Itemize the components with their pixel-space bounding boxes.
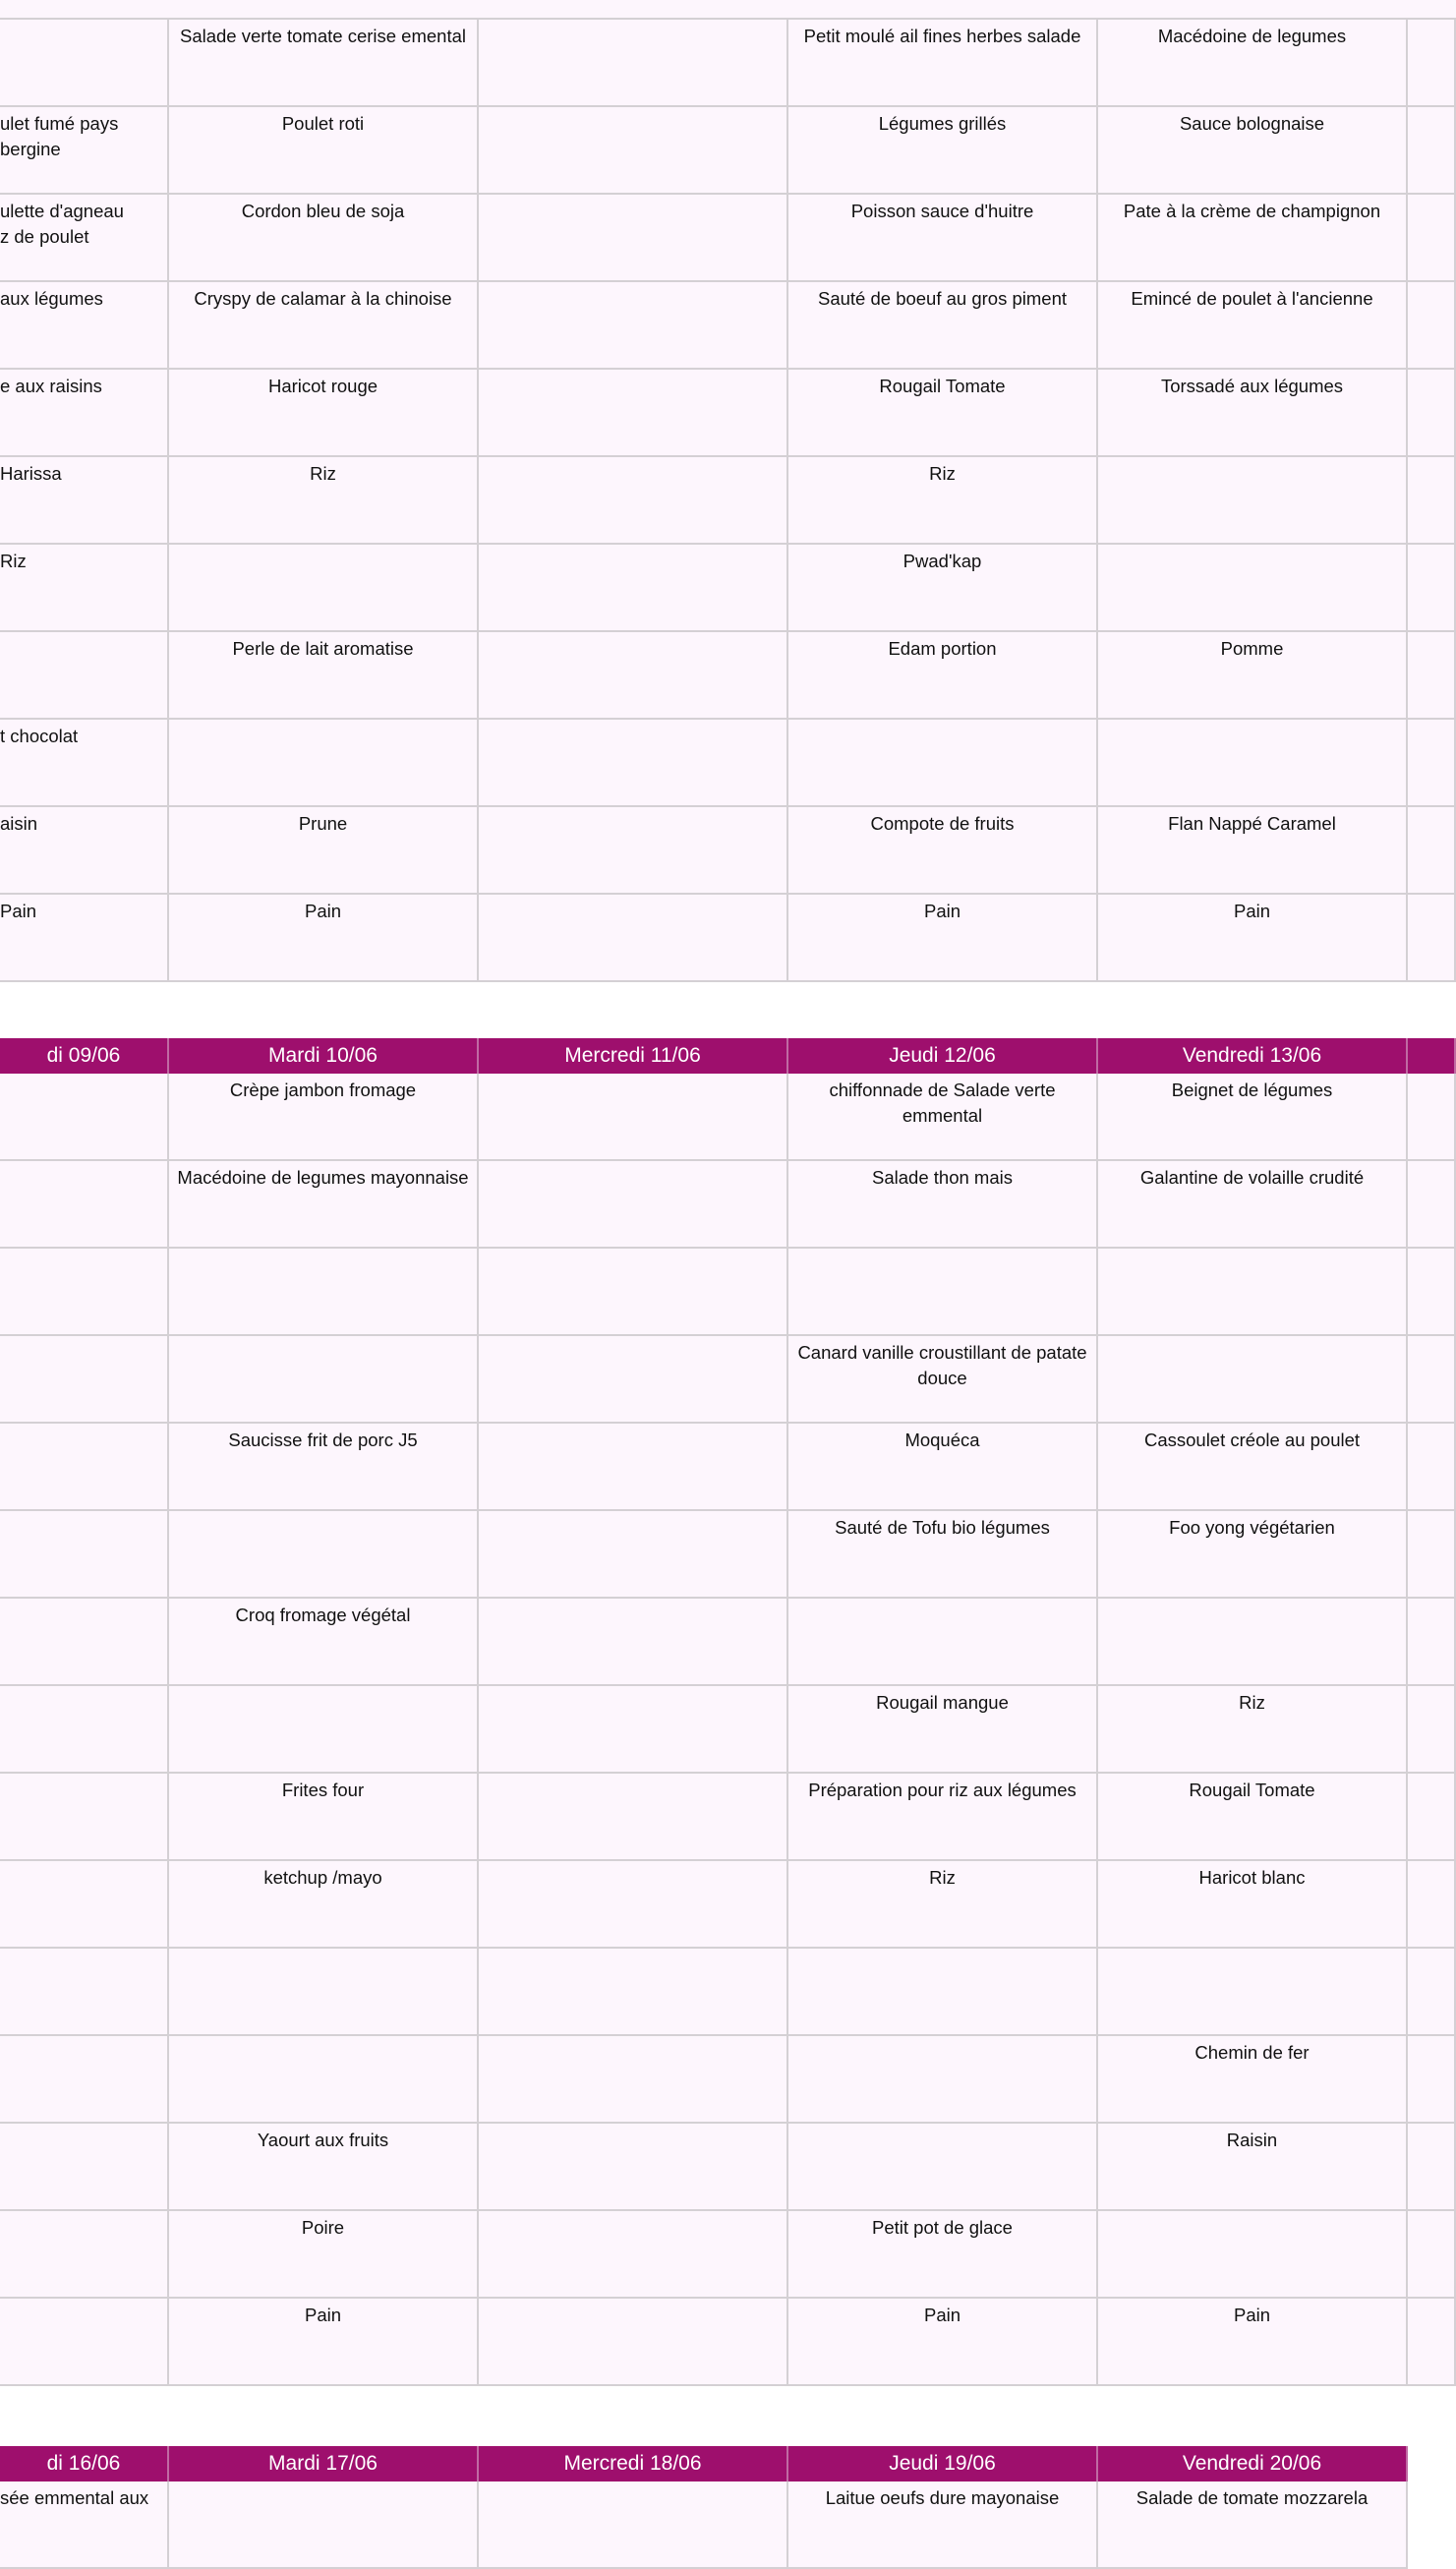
menu-row <box>0 1336 1456 1424</box>
menu-cell <box>788 1249 1098 1336</box>
menu-row <box>0 2481 1456 2569</box>
menu-cell: Pain <box>0 895 169 982</box>
menu-row <box>0 195 1456 282</box>
menu-cell <box>1408 1161 1456 1249</box>
menu-cell: Pate à la crème de champignon <box>1098 195 1408 282</box>
menu-cell <box>479 370 788 457</box>
menu-cell <box>1408 1249 1456 1336</box>
menu-cell <box>1408 545 1456 632</box>
menu-cell <box>169 2036 479 2124</box>
day-header-cell: Vendredi 13/06 <box>1098 1038 1408 1074</box>
menu-cell: Prune <box>169 807 479 895</box>
menu-row <box>0 1774 1456 1861</box>
menu-cell <box>1408 1511 1456 1599</box>
menu-cell: Raisin <box>1098 2124 1408 2211</box>
table-top-strip <box>0 0 1456 20</box>
menu-cell <box>788 720 1098 807</box>
menu-cell <box>479 1949 788 2036</box>
menu-cell: e aux raisins <box>0 370 169 457</box>
menu-cell <box>479 20 788 107</box>
menu-cell: aux légumes <box>0 282 169 370</box>
week-1-table <box>0 20 1456 984</box>
menu-cell <box>479 107 788 195</box>
menu-cell: Salade de tomate mozzarela <box>1098 2481 1408 2569</box>
menu-cell <box>1408 720 1456 807</box>
menu-cell <box>479 1861 788 1949</box>
menu-cell: Crèpe jambon fromage <box>169 1074 479 1161</box>
menu-cell <box>1408 1949 1456 2036</box>
day-header-row <box>0 2446 1456 2481</box>
menu-cell: Torssadé aux légumes <box>1098 370 1408 457</box>
menu-cell: aisin <box>0 807 169 895</box>
menu-row <box>0 1161 1456 1249</box>
menu-cell <box>1098 2211 1408 2299</box>
day-header-cell: di 09/06 <box>0 1038 169 1074</box>
menu-cell <box>169 2481 479 2569</box>
menu-row <box>0 2124 1456 2211</box>
menu-cell: Sauté de boeuf au gros piment <box>788 282 1098 370</box>
menu-cell <box>788 1949 1098 2036</box>
menu-cell <box>169 545 479 632</box>
menu-cell <box>1098 457 1408 545</box>
menu-cell: Salade thon mais <box>788 1161 1098 1249</box>
menu-cell <box>169 1511 479 1599</box>
menu-cell <box>0 1861 169 1949</box>
menu-cell: Légumes grillés <box>788 107 1098 195</box>
menu-cell <box>0 1161 169 1249</box>
menu-cell: Riz <box>0 545 169 632</box>
day-header-cell: di 16/06 <box>0 2446 169 2481</box>
menu-cell <box>1098 1336 1408 1424</box>
week-2-table <box>0 1038 1456 2396</box>
menu-cell <box>1408 1861 1456 1949</box>
menu-cell <box>0 2036 169 2124</box>
menu-cell <box>0 1599 169 1686</box>
menu-cell <box>1408 1074 1456 1161</box>
menu-cell <box>1408 2036 1456 2124</box>
day-header-cell: Mercredi 18/06 <box>479 2446 788 2481</box>
menu-cell <box>1098 1249 1408 1336</box>
menu-row <box>0 545 1456 632</box>
menu-cell: Yaourt aux fruits <box>169 2124 479 2211</box>
menu-cell <box>1098 1949 1408 2036</box>
menu-cell: Flan Nappé Caramel <box>1098 807 1408 895</box>
menu-cell <box>479 2124 788 2211</box>
menu-cell <box>0 1949 169 2036</box>
menu-cell: Cryspy de calamar à la chinoise <box>169 282 479 370</box>
menu-cell <box>1408 20 1456 107</box>
menu-cell <box>479 2481 788 2569</box>
menu-row <box>0 1424 1456 1511</box>
menu-cell <box>479 2211 788 2299</box>
menu-cell <box>169 1949 479 2036</box>
day-header-cell: Jeudi 19/06 <box>788 2446 1098 2481</box>
menu-cell: Salade verte tomate cerise emental <box>169 20 479 107</box>
menu-row <box>0 720 1456 807</box>
menu-cell <box>1408 195 1456 282</box>
menu-cell <box>479 807 788 895</box>
menu-cell <box>1098 720 1408 807</box>
menu-row <box>0 632 1456 720</box>
menu-cell: Pain <box>169 895 479 982</box>
menu-cell <box>1408 2299 1456 2386</box>
menu-cell: Macédoine de legumes <box>1098 20 1408 107</box>
menu-cell: Foo yong végétarien <box>1098 1511 1408 1599</box>
menu-cell: Rougail mangue <box>788 1686 1098 1774</box>
menu-cell: Pomme <box>1098 632 1408 720</box>
menu-cell: chiffonnade de Salade verte emmental <box>788 1074 1098 1161</box>
menu-cell: Cordon bleu de soja <box>169 195 479 282</box>
menu-cell: Haricot blanc <box>1098 1861 1408 1949</box>
day-header-cell: Vendredi 20/06 <box>1098 2446 1408 2481</box>
menu-cell <box>1408 457 1456 545</box>
menu-cell: Préparation pour riz aux légumes <box>788 1774 1098 1861</box>
menu-cell: sée emmental aux <box>0 2481 169 2569</box>
menu-cell: t chocolat <box>0 720 169 807</box>
menu-cell: ketchup /mayo <box>169 1861 479 1949</box>
menu-cell <box>0 1774 169 1861</box>
menu-row <box>0 2299 1456 2386</box>
menu-cell: ulette d'agneau z de poulet <box>0 195 169 282</box>
menu-cell <box>1408 370 1456 457</box>
menu-cell <box>479 1424 788 1511</box>
menu-cell <box>479 2299 788 2386</box>
menu-cell <box>479 1599 788 1686</box>
menu-cell: Frites four <box>169 1774 479 1861</box>
menu-row <box>0 895 1456 982</box>
menu-cell: Perle de lait aromatise <box>169 632 479 720</box>
menu-cell: ulet fumé pays bergine <box>0 107 169 195</box>
menu-cell: Saucisse frit de porc J5 <box>169 1424 479 1511</box>
menu-cell <box>0 1074 169 1161</box>
menu-cell <box>479 1686 788 1774</box>
menu-cell <box>0 632 169 720</box>
menu-cell: Rougail Tomate <box>788 370 1098 457</box>
menu-cell <box>788 1599 1098 1686</box>
menu-cell <box>788 2036 1098 2124</box>
menu-row <box>0 1686 1456 1774</box>
menu-cell <box>169 1686 479 1774</box>
menu-cell <box>1408 282 1456 370</box>
menu-cell: Canard vanille croustillant de patate douce <box>788 1336 1098 1424</box>
menu-cell: Sauce bolognaise <box>1098 107 1408 195</box>
menu-cell: Chemin de fer <box>1098 2036 1408 2124</box>
menu-row <box>0 2211 1456 2299</box>
menu-row <box>0 2036 1456 2124</box>
menu-row <box>0 107 1456 195</box>
menu-cell <box>479 195 788 282</box>
menu-cell <box>0 2299 169 2386</box>
menu-cell: Riz <box>1098 1686 1408 1774</box>
menu-cell <box>479 632 788 720</box>
menu-cell <box>0 1336 169 1424</box>
menu-cell <box>169 1336 479 1424</box>
menu-cell <box>479 1161 788 1249</box>
menu-cell: Riz <box>788 1861 1098 1949</box>
day-header-cell: Mardi 10/06 <box>169 1038 479 1074</box>
menu-cell: Croq fromage végétal <box>169 1599 479 1686</box>
week-3-table <box>0 2446 1456 2517</box>
menu-cell <box>1408 895 1456 982</box>
menu-cell: Laitue oeufs dure mayonaise <box>788 2481 1098 2569</box>
menu-cell: Emincé de poulet à l'ancienne <box>1098 282 1408 370</box>
menu-cell: Galantine de volaille crudité <box>1098 1161 1408 1249</box>
menu-cell <box>479 1774 788 1861</box>
menu-cell <box>1098 1599 1408 1686</box>
menu-cell: Cassoulet créole au poulet <box>1098 1424 1408 1511</box>
menu-cell <box>1408 1599 1456 1686</box>
menu-cell <box>1408 107 1456 195</box>
menu-row <box>0 20 1456 107</box>
menu-row <box>0 1949 1456 2036</box>
menu-cell: Riz <box>788 457 1098 545</box>
day-header-cell: Mercredi 11/06 <box>479 1038 788 1074</box>
menu-row <box>0 282 1456 370</box>
menu-row <box>0 1249 1456 1336</box>
menu-cell <box>479 1511 788 1599</box>
day-header-cell: Mardi 17/06 <box>169 2446 479 2481</box>
menu-cell <box>479 457 788 545</box>
menu-cell <box>1408 1774 1456 1861</box>
day-header-cell: Jeudi 12/06 <box>788 1038 1098 1074</box>
menu-cell: Pwad'kap <box>788 545 1098 632</box>
menu-cell: Harissa <box>0 457 169 545</box>
menu-cell: Pain <box>788 895 1098 982</box>
menu-cell: Poisson sauce d'huitre <box>788 195 1098 282</box>
day-header-row <box>0 1038 1456 1074</box>
menu-cell <box>1408 1336 1456 1424</box>
menu-cell: Riz <box>169 457 479 545</box>
menu-cell: Petit pot de glace <box>788 2211 1098 2299</box>
day-header-cell <box>1408 1038 1456 1074</box>
menu-cell <box>169 720 479 807</box>
menu-cell: Rougail Tomate <box>1098 1774 1408 1861</box>
menu-cell <box>0 1249 169 1336</box>
menu-row <box>0 1861 1456 1949</box>
menu-cell <box>479 720 788 807</box>
menu-row <box>0 457 1456 545</box>
menu-cell: Pain <box>1098 895 1408 982</box>
menu-cell <box>479 2036 788 2124</box>
menu-cell <box>479 1336 788 1424</box>
menu-cell: Beignet de légumes <box>1098 1074 1408 1161</box>
menu-cell: Edam portion <box>788 632 1098 720</box>
menu-cell <box>0 2124 169 2211</box>
menu-cell <box>0 1511 169 1599</box>
menu-cell: Poire <box>169 2211 479 2299</box>
menu-cell: Petit moulé ail fines herbes salade <box>788 20 1098 107</box>
menu-cell: Haricot rouge <box>169 370 479 457</box>
menu-cell: Pain <box>169 2299 479 2386</box>
menu-cell <box>1408 807 1456 895</box>
menu-cell: Moquéca <box>788 1424 1098 1511</box>
menu-cell <box>1408 2124 1456 2211</box>
menu-cell <box>479 1074 788 1161</box>
menu-row <box>0 1511 1456 1599</box>
menu-cell <box>1098 545 1408 632</box>
menu-row <box>0 1074 1456 1161</box>
menu-cell <box>0 1424 169 1511</box>
menu-cell <box>0 2211 169 2299</box>
menu-cell <box>169 1249 479 1336</box>
menu-cell <box>479 895 788 982</box>
menu-cell <box>479 545 788 632</box>
menu-cell: Poulet roti <box>169 107 479 195</box>
menu-cell <box>0 20 169 107</box>
menu-cell <box>1408 2211 1456 2299</box>
menu-cell: Compote de fruits <box>788 807 1098 895</box>
menu-cell: Pain <box>1098 2299 1408 2386</box>
menu-cell <box>1408 632 1456 720</box>
menu-cell: Pain <box>788 2299 1098 2386</box>
menu-row <box>0 807 1456 895</box>
menu-cell: Macédoine de legumes mayonnaise <box>169 1161 479 1249</box>
menu-cell: Sauté de Tofu bio légumes <box>788 1511 1098 1599</box>
menu-cell <box>788 2124 1098 2211</box>
menu-cell <box>0 1686 169 1774</box>
menu-row <box>0 370 1456 457</box>
menu-cell <box>1408 1686 1456 1774</box>
menu-cell <box>479 1249 788 1336</box>
menu-row <box>0 1599 1456 1686</box>
menu-cell <box>479 282 788 370</box>
menu-cell <box>1408 1424 1456 1511</box>
